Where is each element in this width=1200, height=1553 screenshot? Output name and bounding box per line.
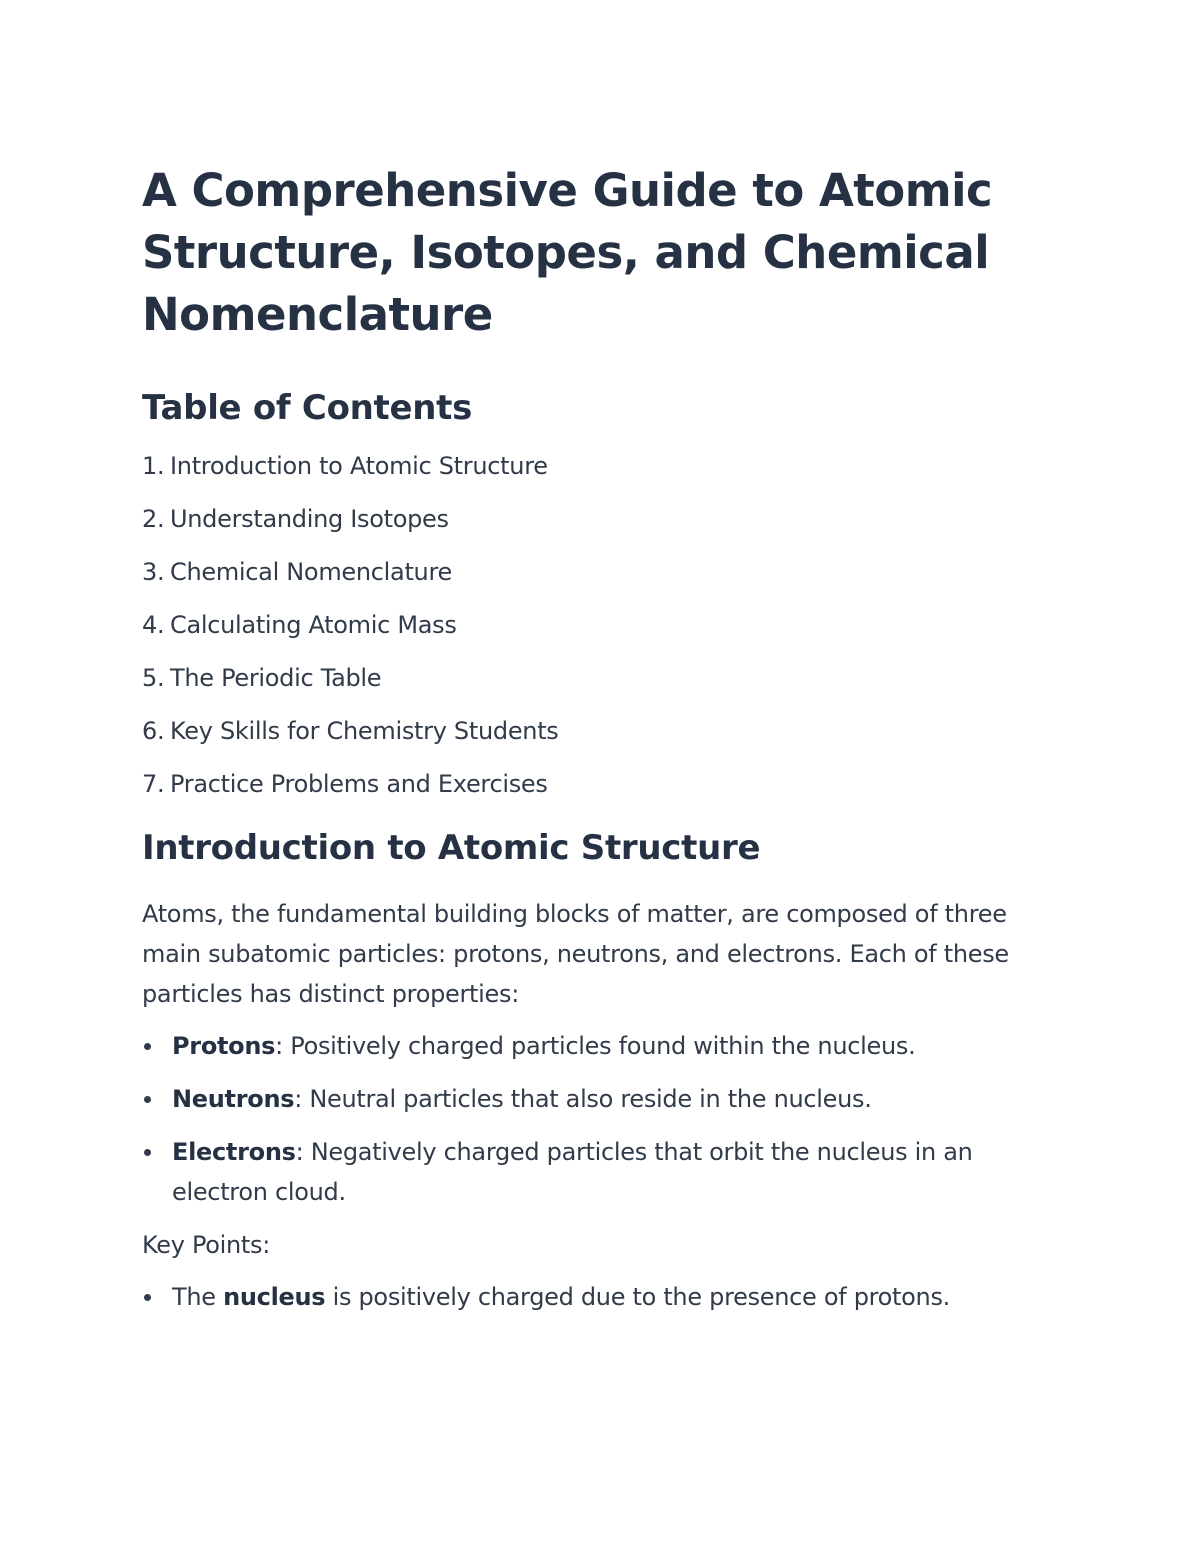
toc-item-number: 2. [142,505,165,533]
section-heading-atomic-structure: Introduction to Atomic Structure [142,828,761,868]
toc-item-label: Chemical Nomenclature [170,558,452,586]
intro-paragraph: Atoms, the fundamental building blocks of matter, are composed of three main subatomic particles: protons, neutrons, and electrons. Each of these particles has distinct properties: [142,900,1009,1008]
key-points-label: Key Points: [142,1231,271,1259]
bullet-icon [144,1149,151,1156]
term-neutrons: Neutrons [172,1085,295,1113]
term-nucleus: nucleus [223,1283,326,1311]
key-point-prefix: The [172,1283,224,1311]
toc-item[interactable] [142,664,1062,692]
toc-item-label: Practice Problems and Exercises [170,770,548,798]
term-electrons: Electrons [172,1138,296,1166]
term-description: : Positively charged particles found within the nucleus. [275,1032,916,1060]
term-description: : Negatively charged particles that orbit the nucleus in an electron cloud. [172,1138,973,1206]
bullet-icon [144,1294,151,1301]
toc-item[interactable] [142,611,1062,639]
document-page [142,160,1062,1330]
toc-item-number: 1. [142,452,165,480]
toc-item[interactable] [142,770,1062,798]
table-of-contents [142,452,1062,798]
toc-heading: Table of Contents [142,388,473,428]
list-item [142,1026,1062,1066]
list-item [142,1132,1062,1212]
bullet-icon [144,1043,151,1050]
toc-item-number: 5. [142,664,165,692]
bullet-icon [144,1096,151,1103]
toc-item-number: 3. [142,558,165,586]
term-protons: Protons [172,1032,276,1060]
toc-item-label: Understanding Isotopes [170,505,449,533]
document-title: A Comprehensive Guide to Atomic Structure, Isotopes, and Chemical Nomenclature [142,164,993,341]
toc-item-label: Introduction to Atomic Structure [170,452,548,480]
toc-item[interactable] [142,717,1062,745]
toc-item[interactable] [142,452,1062,480]
toc-item-label: Key Skills for Chemistry Students [170,717,559,745]
toc-item[interactable] [142,505,1062,533]
particle-list [142,1026,1062,1212]
toc-item-number: 6. [142,717,165,745]
toc-item-label: The Periodic Table [170,664,382,692]
toc-item-number: 7. [142,770,165,798]
toc-item-number: 4. [142,611,165,639]
key-points-list [142,1277,1062,1317]
toc-item[interactable] [142,558,1062,586]
key-point-text: is positively charged due to the presence of protons. [325,1283,950,1311]
list-item [142,1079,1062,1119]
list-item [142,1277,1062,1317]
toc-item-label: Calculating Atomic Mass [170,611,457,639]
term-description: : Neutral particles that also reside in the nucleus. [294,1085,872,1113]
